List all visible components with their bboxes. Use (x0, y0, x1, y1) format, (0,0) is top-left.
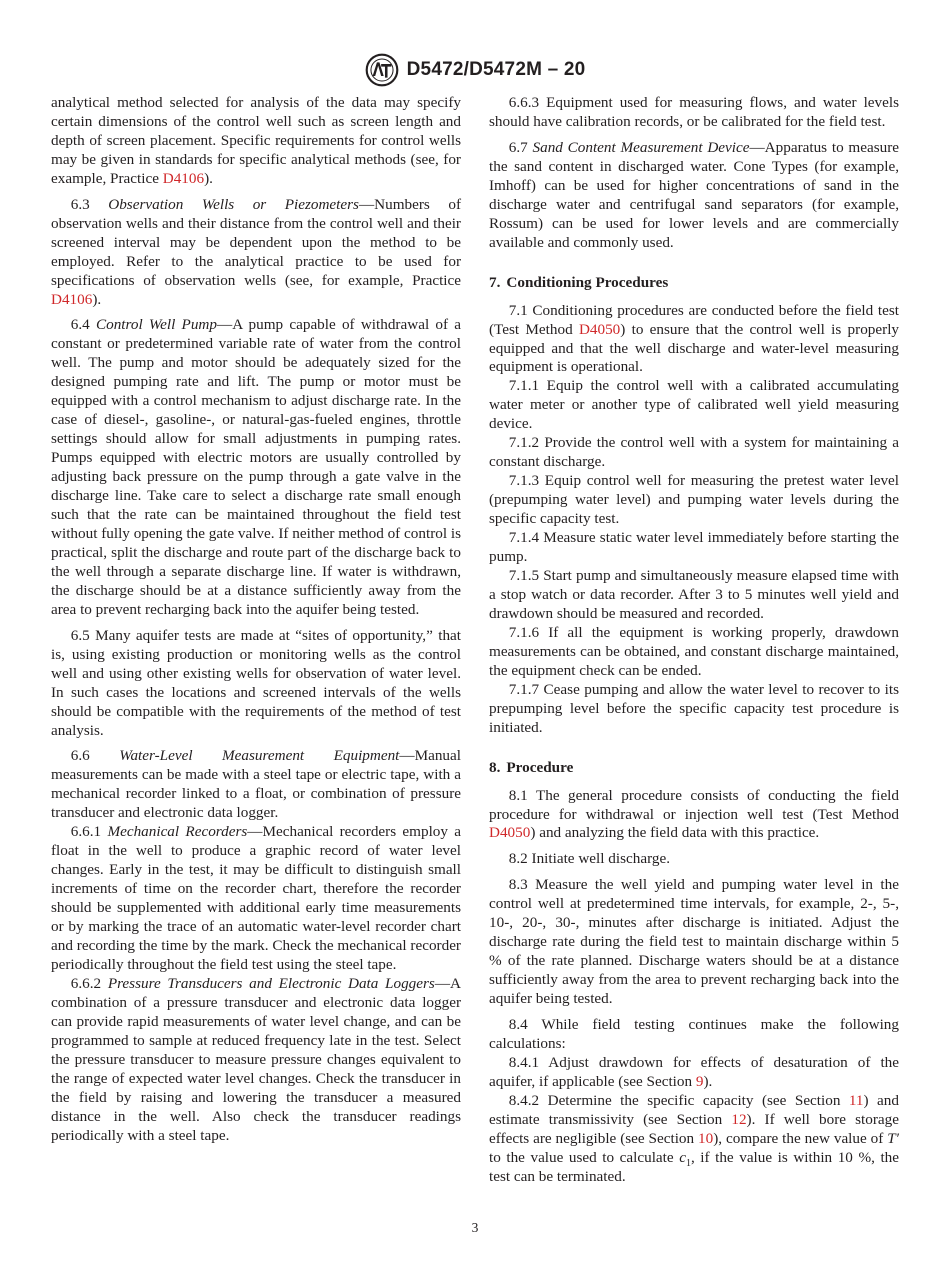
heading-section-7: 7. Conditioning Procedures (489, 273, 669, 291)
section-7-1-2: 7.1.2 Provide the control well with a system for maintaining a constant discharge. (489, 434, 899, 471)
reference-link[interactable]: 9 (695, 1072, 704, 1090)
reference-link[interactable]: D4050 (578, 320, 621, 338)
reference-link[interactable]: D4050 (489, 824, 531, 842)
section-7-1: 7.1 Conditioning procedures are conducted before the field test (Test Method D4050) to ensure that the control well is properly equipped and that the well discharge and water-level measuring equipment is operational. (489, 301, 900, 376)
section-8-4-1: 8.4.1 Adjust drawdown for effects of desaturation of the aquifer, if applicable (see Section 9). (489, 1053, 899, 1090)
section-7-1-5: 7.1.5 Start pump and simultaneously measure elapsed time with a stop watch or data recorder. After 3 to 5 minutes well yield and drawdown should be measured and recorded. (489, 566, 899, 622)
reference-link[interactable]: 10 (698, 1129, 714, 1147)
section-6-6-3: 6.6.3 Equipment used for measuring flows, and water levels should have calibration records, or be calibrated for the field test. (489, 94, 899, 130)
section-7-1-4: 7.1.4 Measure static water level immediately before starting the pump. (489, 529, 899, 566)
section-6-4: 6.4 Control Well Pump—A pump capable of withdrawal of a constant or predetermined variable rate of water from the control well. The pump and motor should be adequately sized for the designed pumping rate and lift. The pump or motor must be equipped with a control mechanism to adjust discharge rate. In the case of diesel-, gasoline-, or natural-gas-fueled engines, throttle settings should allow for small adjustments in pumping rates. Pumps equipped with electric motors are usually controlled by adjusting back pressure on the pump through a gate valve in the discharge line. Take care to select a discharge rate small enough such that the rate can be maintained throughout the field test without fully opening the gate valve. If neither method of control is practical, split the discharge and route part of the discharge back to the well through a separate discharge line. If water is withdrawn, the discharge should be at a distance sufficiently away from the area to prevent recharging back into the aquifer being tested. (51, 316, 462, 618)
section-6-6-2: 6.6.2 Pressure Transducers and Electronic Data Loggers—A combination of a pressure transducer and electronic data logger can provide rapid measurements of water level change, and can be programmed to sample at reduced frequency late in the test. Select the pressure transducer to measure pressure changes equivalent to the range of expected water level changes. Check the transducer in the field by raising and lowering the transducer a measured distance in the well. Also check the transducer readings periodically with a steel tape. (51, 974, 461, 1144)
page-header (0, 52, 950, 88)
reference-link[interactable]: 11 (848, 1091, 864, 1109)
section-6-3: 6.3 Observation Wells or Piezometers—Numbers of observation wells and their distance from the control well and their screened interval may be dependent upon the method to be employed. Refer to the analytical practice to be used for specifications of observation wells (see, for example, Practice D4106). (51, 195, 461, 308)
right-column (489, 94, 899, 1187)
section-7-1-7: 7.1.7 Cease pumping and allow the water level to recover to its prepumping level before the specific capacity test procedure is initiated. (489, 680, 899, 736)
section-6-7: 6.7 Sand Content Measurement Device—Apparatus to measure the sand content in discharged water. Cone Types (for example, Imhoff) can be used for higher concentrations of sand in the discharge water and centrifugal sand separators (for example, Rossum) can be used for lower levels and are commercially available and commonly used. (489, 138, 900, 251)
section-7-1-1: 7.1.1 Equip the control well with a calibrated accumulating water meter or another type of calibrated well yield measuring device. (489, 377, 899, 433)
section-7-1-6: 7.1.6 If all the equipment is working properly, drawdown measurements can be obtained, and constant discharge maintained, the equipment check can be ended. (489, 623, 899, 679)
section-7-1-3: 7.1.3 Equip control well for measuring the pretest water level (prepumping water level) and pumping water levels during the specific capacity test. (489, 472, 899, 528)
reference-link[interactable]: D4106 (51, 290, 93, 308)
section-6-6-1: 6.6.1 Mechanical Recorders—Mechanical recorders employ a float in the well to produce a graphic record of water level changes. Early in the test, it may be difficult to distinguish small increments of time on the recorder chart, therefore the recorder should be supplemented with additional early time measurements or by marking the trace of an automatic water-level recorder chart and recording the time by the mark. Check the mechanical recorder periodically throughout the field test using the steel tape. (51, 823, 462, 973)
reference-link[interactable]: D4106 (162, 169, 205, 187)
section-8-4-2: 8.4.2 Determine the specific capacity (see Section 11) and estimate transmissivity (see Section 12). If well bore storage effects are negligible (see Section 10), compare the new value of T′ to the value used to calculate $c_1$, if the value is within 10 %, the test can be terminated. (489, 1091, 899, 1185)
section-8-4: 8.4 While field testing continues make the following calculations: (489, 1016, 899, 1052)
document-id: D5472/D5472M – 20 (406, 59, 586, 80)
section-8-2: 8.2 Initiate well discharge. (508, 850, 670, 868)
heading-section-8: 8. Procedure (489, 758, 574, 776)
section-6-5: 6.5 Many aquifer tests are made at “sites of opportunity,” that is, using existing production or monitoring wells as the control well and using other existing wells for observation of water level. In such cases the locations and screened intervals of the wells should be compatible with the requirements of the method of test analysis. (51, 626, 461, 739)
section-8-3: 8.3 Measure the well yield and pumping water level in the control well at predetermined time intervals, for example, 2-, 5-, 10-, 20-, 30-, minutes after discharge is initiated. Adjust the discharge rate during the field test to maintain discharge within 5 % of the rate planned. Discharge waters should be at a distance sufficiently away from the area to prevent recharging back into the aquifer being tested. (489, 876, 899, 1008)
section-6-6: 6.6 Water-Level Measurement Equipment—Manual measurements can be made with a steel tape or electric tape, with a mechanical recorder linked to a float, or combination of pressure transducer and electronic data logger. (51, 747, 461, 822)
astm-logo (365, 53, 399, 87)
reference-link[interactable]: 12 (731, 1110, 747, 1128)
page-number: 3 (471, 1220, 479, 1235)
left-column (51, 94, 461, 1145)
paragraph-analytical-method: analytical method selected for analysis of the data may specify certain dimensions of the control well such as screen length and depth of screen placement. Specific requirements for control wells may be given in standards for specific analytical methods (see, for example, Practice D4106). (51, 94, 461, 187)
section-8-1: 8.1 The general procedure consists of conducting the field procedure for withdrawal or injection well test (Test Method D4050) and analyzing the field data with this practice. (489, 786, 899, 842)
